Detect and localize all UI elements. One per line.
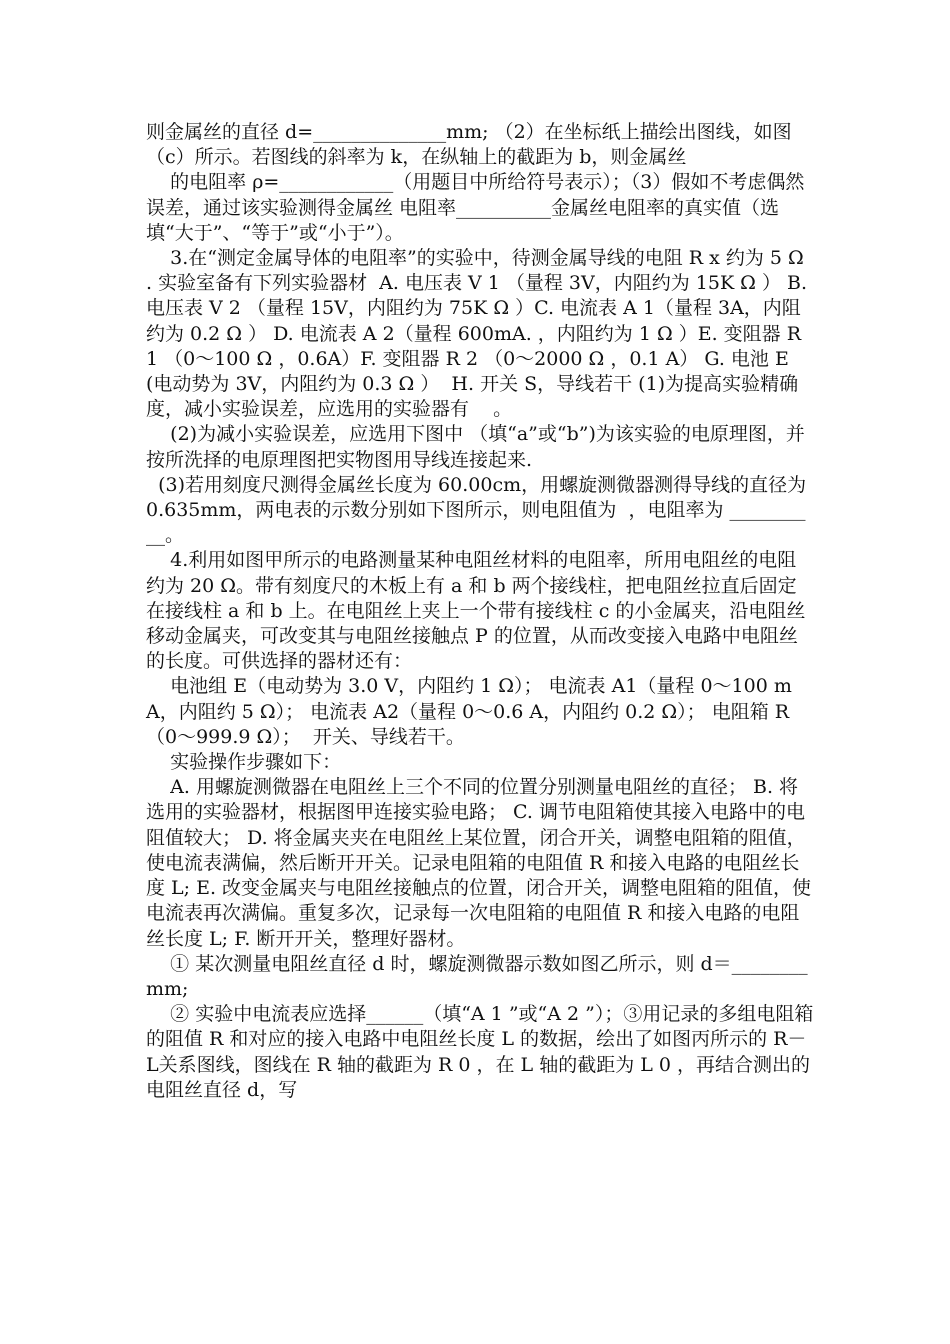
paragraph-1: 则金属丝的直径 d=______________mm; （2）在坐标纸上描绘出图线，如图（c）所示。若图线的斜率为 k，在纵轴上的截距为 b，则金属丝 [146, 121, 792, 169]
paragraph-2: 的电阻率 ρ=____________（用题目中所给符号表示）；（3）假如不考虑偶然误差，通过该实验测得金属丝 电阻率__________金属丝电阻率的真实值（选填“大于”、“等于”或“小于”）。 [146, 171, 805, 244]
document-body [146, 120, 814, 1103]
question-4-intro: 4.利用如图甲所示的电路测量某种电阻丝材料的电阻率，所用电阻丝的电阻约为 20 Ω。带有刻度尺的木板上有 a 和 b 两个接线柱，把电阻丝拉直后固定在接线柱 a 和 b 上。在电阻丝上夹上一个带有接线柱 c 的小金属夹，沿电阻丝移动金属夹，可改变其与电阻丝接触点 P 的位置，从而改变接入电路中电阻丝的长度。可供选择的器材还有： [146, 549, 806, 673]
question-3-intro: 3.在“测定金属导体的电阻率”的实验中，待测金属导线的电阻 R x 约为 5 Ω . 实验室备有下列实验器材 A. 电压表 V 1 （量程 3V，内阻约为 15K Ω ） B. 电压表 V 2 （量程 15V，内阻约为 75K Ω ）C. 电流表 A 1（量程 3A，内阻约为 0.2 Ω ） D. 电流表 A 2（量程 600mA. ，内阻约为 1 Ω ）E. 变阻器 R 1 （0～100 Ω ，0.6A）F. 变阻器 R 2 （0～2000 Ω ，0.1 A） G. 电池 E(电动势为 3V，内阻约为 0.3 Ω ） H. 开关 S，导线若干 (1)为提高实验精确度，减小实验误差，应选用的实验器有 。 [146, 247, 814, 421]
question-4-steps: A. 用螺旋测微器在电阻丝上三个不同的位置分别测量电阻丝的直径； B. 将选用的实验器材，根据图甲连接实验电路； C. 调节电阻箱使其接入电路中的电阻值较大； D. 将金属夹夹在电阻丝上某位置，闭合开关，调整电阻箱的阻值，使电流表满偏，然后断开开关。记录电阻箱的电阻值 R 和接入电路的电阻丝长度 L; E. 改变金属夹与电阻丝接触点的位置，闭合开关，调整电阻箱的阻值，使电流表再次满偏。重复多次，记录每一次电阻箱的电阻值 R 和接入电路的电阻丝长度 L; F. 断开开关，整理好器材。 [146, 776, 812, 950]
question-4-steps-heading: 实验操作步骤如下： [146, 751, 342, 774]
question-3-part-3: (3)若用刻度尺测得金属丝长度为 60.00cm，用螺旋测微器测得导线的直径为 0.635mm，两电表的示数分别如下图所示，则电阻值为 ，电阻率为 __________。 [146, 473, 813, 547]
question-4-equipment: 电池组 E（电动势为 3.0 V，内阻约 1 Ω）； 电流表 A1（量程 0～100 mA，内阻约 5 Ω）； 电流表 A2（量程 0～0.6 A，内阻约 0.2 Ω）； 电阻箱 R（0～999.9 Ω）； 开关、导线若干。 [146, 675, 792, 748]
question-4-sub-1: ① 某次测量电阻丝直径 d 时，螺旋测微器示数如图乙所示，则 d＝________mm; [146, 952, 808, 1000]
question-3-part-2: (2)为减小实验误差，应选用下图中 （填“a”或“b”)为该实验的电原理图，并按所洗择的电原理图把实物图用导线连接起来. [146, 423, 805, 471]
question-4-sub-2-3: ② 实验中电流表应选择______（填“A 1 ”或“A 2 ”）；③用记录的多组电阻箱的阻值 R 和对应的接入电路中电阻丝长度 L 的数据，绘出了如图丙所示的 R－L关系图线，图线在 R 轴的截距为 R 0 ，在 L 轴的截距为 L 0 ，再结合测出的电阻丝直径 d，写 [146, 1003, 814, 1101]
